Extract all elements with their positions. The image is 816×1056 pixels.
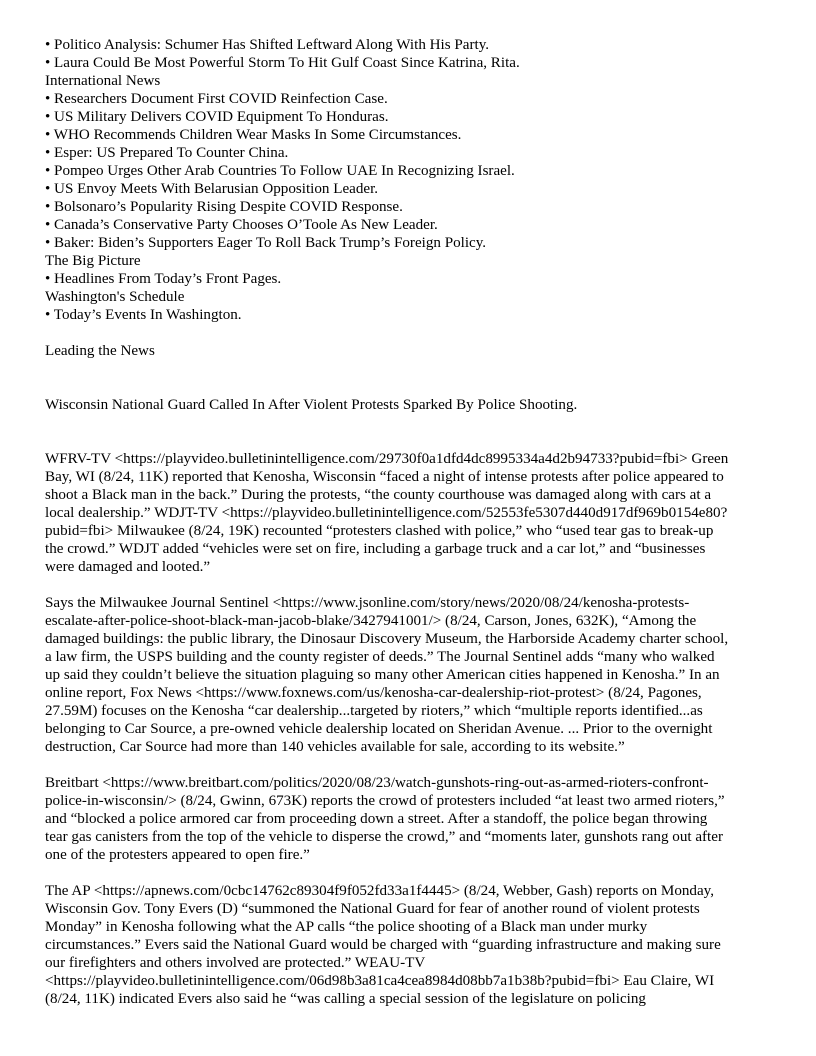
leading-news-heading: Leading the News — [45, 343, 155, 359]
paragraph-line: pubid=fbi> Milwaukee (8/24, 19K) recounted “protesters clashed with police,” who “used tear gas to break-up — [45, 523, 714, 539]
paragraph-line: Monday” in Kenosha following what the AP calls “the police shooting of a Black man under murky — [45, 919, 648, 935]
paragraph-line: Says the Milwaukee Journal Sentinel <https://www.jsonline.com/story/news/2020/08/24/kenosha-protests- — [45, 595, 690, 611]
top-headlines-list — [45, 36, 777, 72]
paragraph-line: The AP <https://apnews.com/0cbc14762c89304f9f052fd33a1f4445> (8/24, Webber, Gash) reports on Monday, — [45, 883, 715, 899]
paragraph-line: police-in-wisconsin/> (8/24, Gwinn, 673K) reports the crowd of protesters included “at least two armed rioters,” — [45, 793, 725, 809]
spacer — [45, 576, 777, 594]
list-item[interactable]: • Headlines From Today’s Front Pages. — [45, 271, 282, 287]
paragraph-line: <https://playvideo.bulletinintelligence.com/06d98b3a81ca4cea8984d08bb7a1b38b?pubid=fbi> Eau Claire, WI — [45, 973, 715, 989]
paragraph-line: online report, Fox News <https://www.foxnews.com/us/kenosha-car-dealership-riot-protest> (8/24, Pagones, — [45, 685, 702, 701]
story-title: Wisconsin National Guard Called In After Violent Protests Sparked By Police Shooting. — [45, 397, 578, 413]
paragraph-line: shoot a Black man in the back.” During the protests, “the county courthouse was damaged along with cars at a — [45, 487, 712, 503]
list-item[interactable]: • Researchers Document First COVID Reinfection Case. — [45, 91, 388, 107]
section-heading: Washington's Schedule — [45, 289, 185, 305]
list-item[interactable]: • US Envoy Meets With Belarusian Opposition Leader. — [45, 181, 379, 197]
list-item[interactable]: • US Military Delivers COVID Equipment To Honduras. — [45, 109, 389, 125]
list-item[interactable]: • WHO Recommends Children Wear Masks In Some Circumstances. — [45, 127, 462, 143]
paragraph-line: and “blocked a police armored car from proceeding down a street. After a standoff, the police began throwing — [45, 811, 708, 827]
paragraph-line: tear gas canisters from the top of the vehicle to disperse the crowd,” and “moments later, gunshots rang out after — [45, 829, 723, 845]
paragraph-line: damaged buildings: the public library, the Dinosaur Discovery Museum, the Harborside Academy charter school, — [45, 631, 729, 647]
list-item[interactable]: • Canada’s Conservative Party Chooses O’Toole As New Leader. — [45, 217, 438, 233]
paragraph-line: the crowd.” WDJT added “vehicles were set on fire, including a garbage truck and a car lot,” and “businesses — [45, 541, 706, 557]
spacer — [45, 756, 777, 774]
paragraph-line: our firefighters and others involved are protected.” WEAU-TV — [45, 955, 426, 971]
list-item[interactable]: • Baker: Biden’s Supporters Eager To Roll Back Trump’s Foreign Policy. — [45, 235, 487, 251]
list-item[interactable]: • Bolsonaro’s Popularity Rising Despite COVID Response. — [45, 199, 403, 215]
document-page — [45, 36, 777, 1008]
spacer — [45, 864, 777, 882]
paragraph-line: destruction, Car Source had more than 140 vehicles available for sale, according to its website.” — [45, 739, 625, 755]
list-item[interactable]: • Politico Analysis: Schumer Has Shifted Leftward Along With His Party. — [45, 37, 490, 53]
paragraph-line: circumstances.” Evers said the National Guard would be charged with “guarding infrastructure and making sure — [45, 937, 721, 953]
list-item[interactable]: • Laura Could Be Most Powerful Storm To Hit Gulf Coast Since Katrina, Rita. — [45, 55, 520, 71]
paragraph-line: Breitbart <https://www.breitbart.com/politics/2020/08/23/watch-gunshots-ring-out-as-armed-rioters-confront- — [45, 775, 709, 791]
spacer — [45, 324, 777, 342]
list-item[interactable]: • Esper: US Prepared To Counter China. — [45, 145, 289, 161]
paragraph-line: (8/24, 11K) indicated Evers also said he “was calling a special session of the legislature on policing — [45, 991, 646, 1007]
paragraph-line: belonging to Car Source, a pre-owned vehicle dealership located on Sheridan Avenue. ... Prior to the overnight — [45, 721, 713, 737]
paragraph-line: local dealership.” WDJT-TV <https://playvideo.bulletinintelligence.com/52553fe5307d440d917df969b0154e80? — [45, 505, 728, 521]
paragraph-line: 27.59M) focuses on the Kenosha “car dealership...targeted by rioters,” which “multiple reports identified...as — [45, 703, 703, 719]
paragraph-line: WFRV-TV <https://playvideo.bulletinintelligence.com/29730f0a1dfd4dc8995334a4d2b94733?pubid=fbi> Green — [45, 451, 729, 467]
paragraph-line: were damaged and looted.” — [45, 559, 211, 575]
big-picture-section — [45, 252, 777, 288]
story-paragraph-3 — [45, 774, 777, 864]
paragraph-line: Bay, WI (8/24, 11K) reported that Kenosha, Wisconsin “faced a night of intense protests after police appeared to — [45, 469, 724, 485]
story-paragraph-4 — [45, 882, 777, 1008]
spacer — [45, 414, 777, 450]
paragraph-line: escalate-after-police-shoot-black-man-jacob-blake/3427941001/> (8/24, Carson, Jones, 632K), “Among the — [45, 613, 697, 629]
story-paragraph-2 — [45, 594, 777, 756]
schedule-section — [45, 288, 777, 324]
paragraph-line: up said they couldn’t believe the situation plaguing so many other American cities happened in Kenosha.” In an — [45, 667, 720, 683]
paragraph-line: Wisconsin Gov. Tony Evers (D) “summoned the National Guard for fear of another round of violent protests — [45, 901, 700, 917]
story-paragraph-1 — [45, 450, 777, 576]
paragraph-line: a law firm, the USPS building and the county register of deeds.” The Journal Sentinel adds “many who walked — [45, 649, 715, 665]
international-news-section — [45, 72, 777, 252]
list-item[interactable]: • Today’s Events In Washington. — [45, 307, 242, 323]
paragraph-line: one of the protesters appeared to open fire.” — [45, 847, 310, 863]
section-heading: International News — [45, 73, 161, 89]
list-item[interactable]: • Pompeo Urges Other Arab Countries To Follow UAE In Recognizing Israel. — [45, 163, 515, 179]
spacer — [45, 360, 777, 396]
section-heading: The Big Picture — [45, 253, 141, 269]
